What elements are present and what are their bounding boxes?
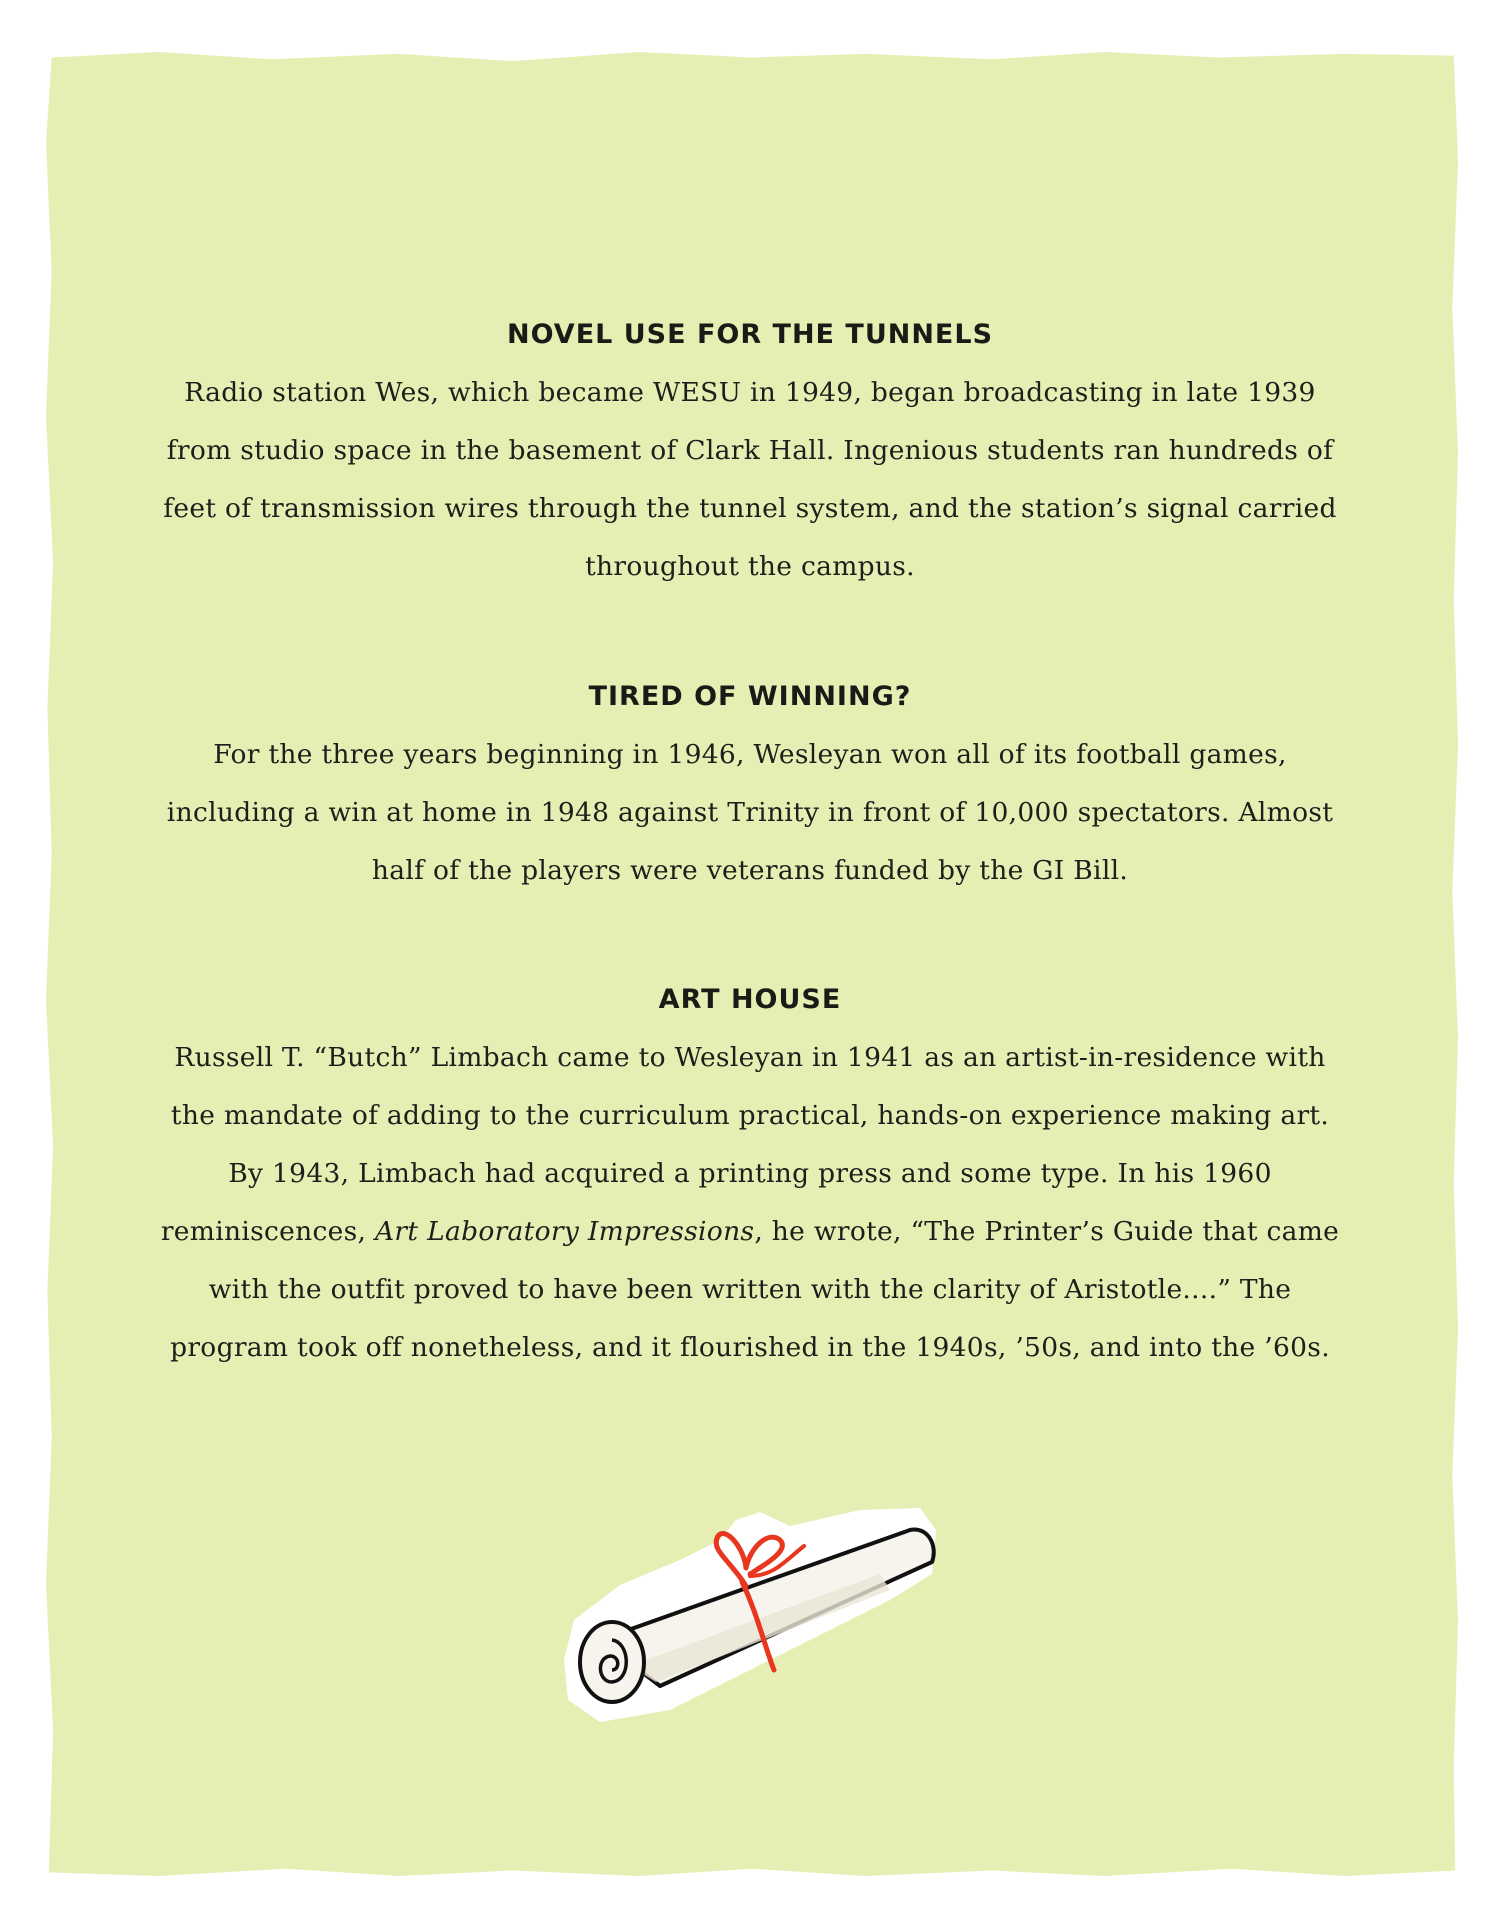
section-body: For the three years beginning in 1946, Wesleyan won all of its football games, including a win at home in 1948 against Trinity in front of 10,000 spectators. Almost half of the players were veterans funded by the GI Bill.: [166, 739, 1334, 886]
body-text-part: , he wrote, “The Printer’s Guide that came with the outfit proved to have been written with the clarity of Aristotle....” The program took off nonetheless, and it flourished in the 1940s, ’50s, and into the ’60s.: [170, 1216, 1340, 1363]
rolled-diploma-icon: [560, 1490, 980, 1750]
diploma-end: [580, 1622, 644, 1702]
section-body: Radio station Wes, which became WESU in 1949, began broadcasting in late 1939 from studio space in the basement of Clark Hall. Ingenious students ran hundreds of feet of transmission wires through the tunnel system, and the station’s signal carried throughout the campus.: [163, 377, 1337, 582]
section-heading: ART HOUSE: [658, 984, 842, 1015]
body-text-part: Russell T. “Butch” Limbach came to Wesleyan in 1941 as an artist-in-residence with the mandate of adding to the curriculum practical, hands-on experience making art. By 1943, Limbach had acquired a printing press and some type. In his 1960 reminiscences,: [160, 1042, 1330, 1247]
section-novel-use: [150, 318, 1350, 596]
section-heading: TIRED OF WINNING?: [588, 681, 912, 712]
section-art-house: [150, 983, 1350, 1377]
section-heading: NOVEL USE FOR THE TUNNELS: [506, 319, 994, 350]
book-title: Art Laboratory Impressions: [375, 1216, 755, 1247]
section-body: [155, 1029, 1345, 1377]
section-tired-of-winning: [150, 680, 1350, 900]
